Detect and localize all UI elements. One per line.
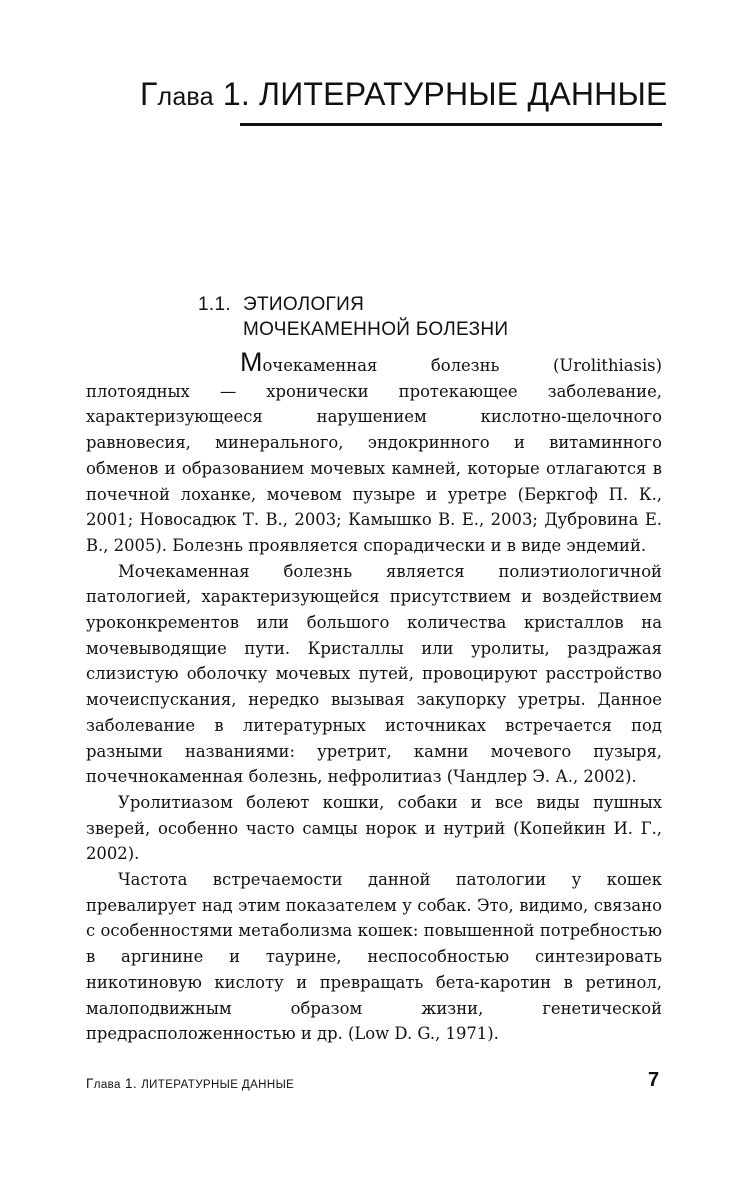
- chapter-prefix-cap: Г: [140, 76, 158, 112]
- footer-rest: лава: [93, 1079, 121, 1091]
- paragraph-1-text: очекаменная болезнь (Urolithiasis) плотоядных — хронически протекающее заболевание, характеризующееся нарушением кислотно-щелочного равновесия, минерального, эндокринного и витаминного обменов и образованием мочевых камней, которые отлагаются в почечной лоханке, мочевом пузыре и уретре (Беркгоф П. К., 2001; Новосадюк Т. В., 2003; Камышко В. Е., 2003; Дубровина Е. В., 2005). Болезнь проявляется спорадически и в виде эндемий.: [86, 356, 662, 555]
- paragraph-1: [86, 347, 662, 559]
- body-text: [86, 347, 662, 1047]
- section-number: 1.1.: [198, 294, 231, 315]
- page-number: 7: [648, 1069, 660, 1091]
- footer-title: ЛИТЕРАТУРНЫЕ ДАННЫЕ: [141, 1079, 295, 1091]
- chapter-title-text: ЛИТЕРАТУРНЫЕ ДАННЫЕ: [259, 76, 668, 112]
- chapter-number: 1.: [213, 76, 260, 112]
- paragraph-2: Мочекаменная болезнь является полиэтиологичной патологией, характеризующейся присутствием и воздействием уроконкрементов или большого количества кристаллов на мочевыводящие пути. Кристаллы или уролиты, раздражая слизистую оболочку мочевых путей, провоцируют расстройство мочеиспускания, нередко вызывая закупорку уретры. Данное заболевание в литературных источниках встречается под разными названиями: уретрит, камни мочевого пузыря, почечнокаменная болезнь, нефролитиаз (Чандлер Э. А., 2002).: [86, 561, 662, 787]
- section-title-line1: ЭТИОЛОГИЯ: [243, 294, 365, 315]
- chapter-prefix-rest: лава: [157, 83, 214, 111]
- section-heading: [198, 292, 508, 342]
- running-footer: [86, 1076, 294, 1091]
- footer-number: 1.: [120, 1076, 142, 1091]
- chapter-rule: [240, 123, 662, 126]
- paragraph-3: Уролитиазом болеют кошки, собаки и все виды пушных зверей, особенно часто самцы норок и нутрий (Копейкин И. Г., 2002).: [86, 792, 662, 864]
- footer-cap: Г: [86, 1076, 94, 1091]
- initial-letter: М: [240, 347, 263, 377]
- section-title-indent: [198, 317, 243, 342]
- chapter-title: [140, 74, 700, 117]
- section-title-line2: МОЧЕКАМЕННОЙ БОЛЕЗНИ: [243, 319, 509, 340]
- paragraph-4: Частота встречаемости данной патологии у кошек превалирует над этим показателем у собак. Это, видимо, связано с особенностями метаболизма кошек: повышенной потребностью в аргинине и таурине, неспособностью синтезировать никотиновую кислоту и превращать бета-каротин в ретинол, малоподвижным образом жизни, генетической предрасположенностью и др. (Low D. G., 1971).: [86, 870, 662, 1044]
